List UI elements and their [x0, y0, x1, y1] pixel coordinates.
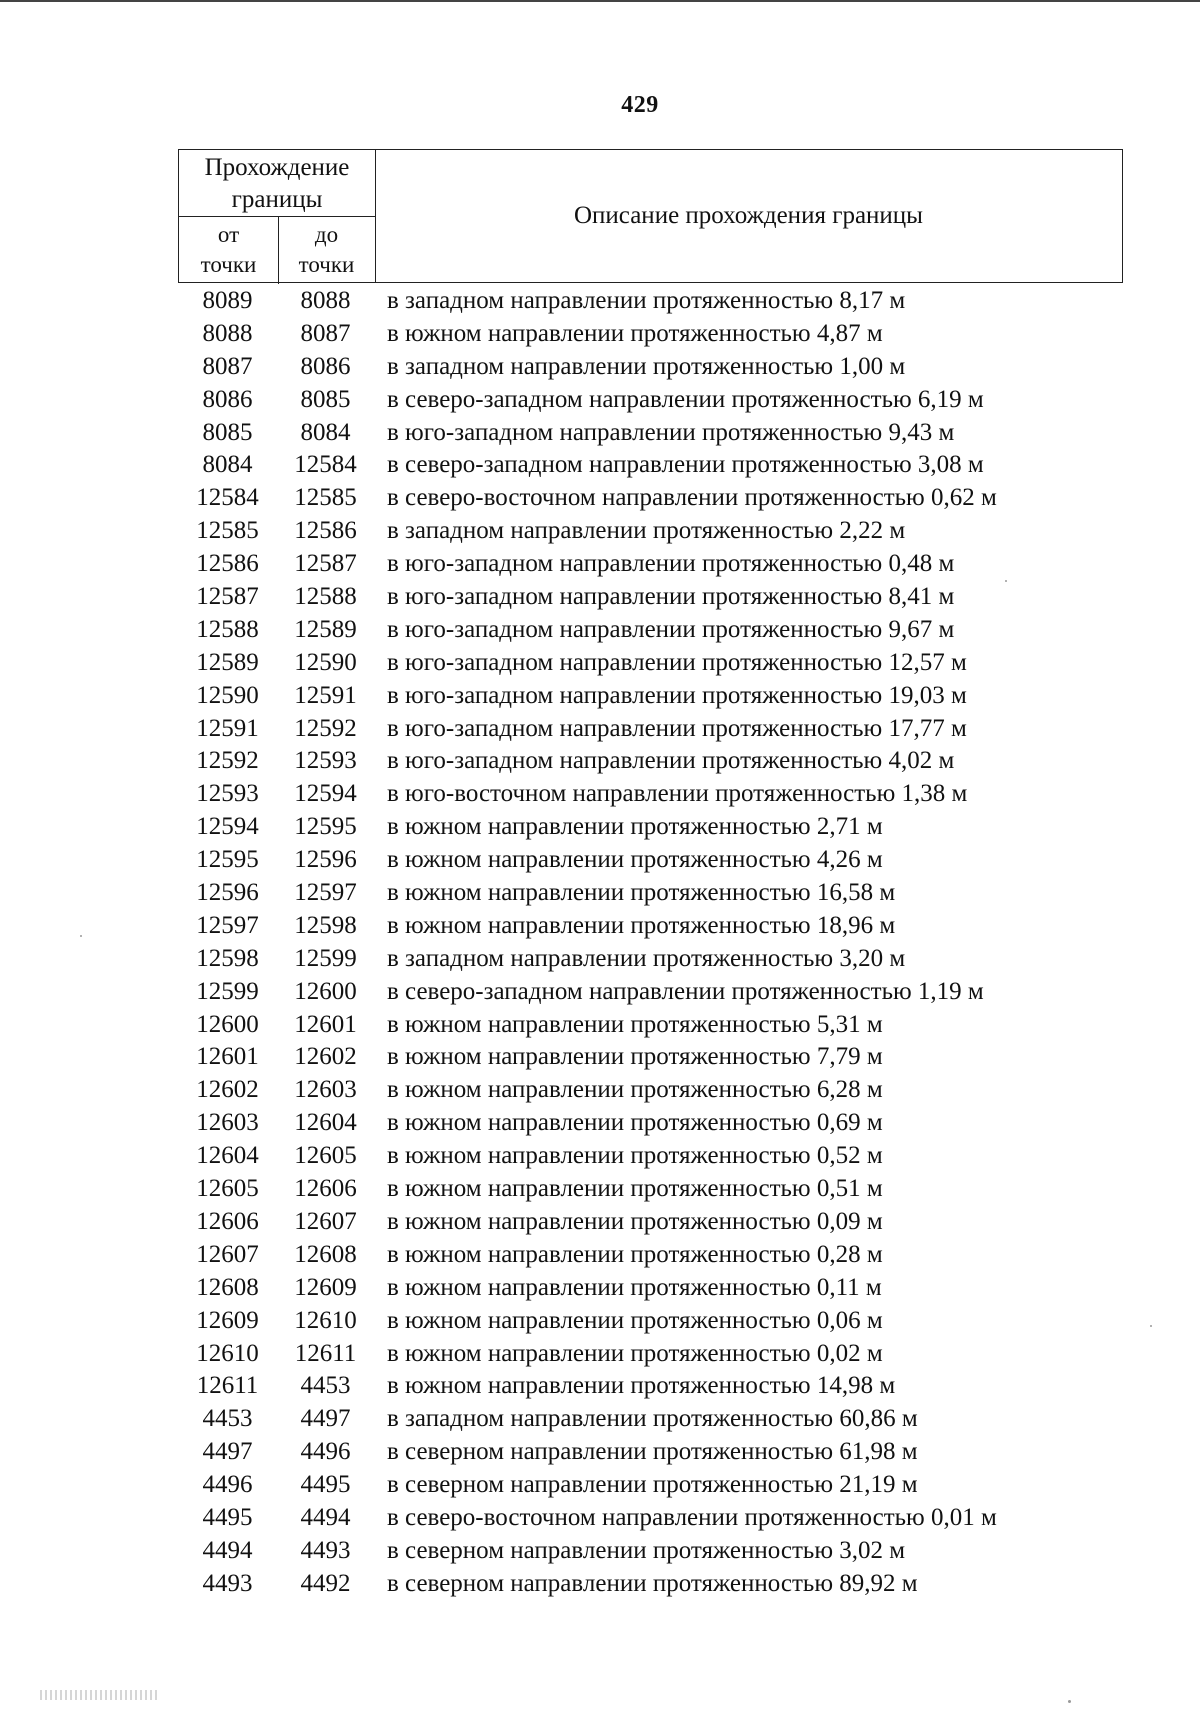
to-point-cell: 12610 — [294, 1306, 357, 1334]
from-point-cell: 12589 — [196, 648, 259, 676]
to-point-cell: 12605 — [294, 1142, 357, 1170]
table-row — [178, 1502, 1178, 1535]
description-cell: в юго-западном направлении протяженностью 12,57 м — [387, 648, 967, 676]
table-row — [178, 1140, 1178, 1173]
description-cell: в южном направлении протяженностью 0,11 м — [387, 1273, 882, 1301]
header-to-line1: до — [314, 222, 339, 247]
from-point-cell: 12602 — [196, 1076, 259, 1104]
from-point-cell: 12588 — [196, 615, 259, 643]
from-point-cell: 12605 — [196, 1175, 259, 1203]
from-point-cell: 12598 — [196, 944, 259, 972]
to-point-cell: 12600 — [294, 977, 357, 1005]
from-point-cell: 12585 — [196, 517, 259, 545]
from-point-cell: 8087 — [202, 352, 253, 380]
header-divider — [179, 216, 375, 217]
from-point-cell: 4493 — [202, 1569, 253, 1597]
from-point-cell: 12594 — [196, 813, 259, 841]
table-row — [178, 1272, 1178, 1305]
table-row — [178, 713, 1178, 746]
table-row — [178, 1436, 1178, 1469]
description-cell: в северо-восточном направлении протяженностью 0,62 м — [387, 484, 997, 512]
table-row — [178, 976, 1178, 1009]
table-row — [178, 1305, 1178, 1338]
to-point-cell: 12595 — [294, 813, 357, 841]
table-row — [178, 1403, 1178, 1436]
to-point-cell: 4496 — [300, 1438, 351, 1466]
description-cell: в южном направлении протяженностью 6,28 м — [387, 1076, 883, 1104]
description-cell: в северо-восточном направлении протяженностью 0,01 м — [387, 1503, 997, 1531]
to-point-cell: 12598 — [294, 911, 357, 939]
from-point-cell: 4494 — [202, 1536, 253, 1564]
table-row — [178, 1206, 1178, 1239]
to-point-cell: 8088 — [300, 287, 351, 314]
description-cell: в северо-западном направлении протяженностью 1,19 м — [387, 977, 984, 1005]
to-point-cell: 4495 — [300, 1471, 351, 1499]
to-point-cell: 12594 — [294, 780, 357, 808]
header-from-line1: от — [217, 222, 240, 247]
table-row — [178, 1338, 1178, 1371]
header-from-line2: точки — [200, 252, 257, 277]
scan-smudge — [40, 1690, 160, 1700]
description-cell: в южном направлении протяженностью 5,31 м — [387, 1010, 883, 1038]
to-point-cell: 12604 — [294, 1109, 357, 1137]
description-cell: в западном направлении протяженностью 3,20 м — [387, 944, 906, 972]
from-point-cell: 8086 — [202, 385, 253, 413]
description-cell: в южном направлении протяженностью 4,26 м — [387, 846, 883, 874]
description-cell: в южном направлении протяженностью 2,71 м — [387, 813, 883, 841]
to-point-cell: 4493 — [300, 1536, 351, 1564]
to-point-cell: 4497 — [300, 1405, 351, 1433]
to-point-cell: 8087 — [300, 319, 351, 347]
to-point-cell: 8084 — [300, 418, 351, 446]
header-description: Описание прохождения границы — [574, 202, 923, 229]
description-cell: в южном направлении протяженностью 16,58 м — [387, 879, 896, 907]
to-point-cell: 12596 — [294, 846, 357, 874]
from-point-cell: 12593 — [196, 780, 259, 808]
description-cell: в южном направлении протяженностью 4,87 м — [387, 319, 883, 347]
description-cell: в южном направлении протяженностью 0,28 м — [387, 1240, 883, 1268]
to-point-cell: 8086 — [300, 352, 351, 380]
to-point-cell: 12589 — [294, 615, 357, 643]
to-point-cell: 12588 — [294, 583, 357, 611]
table-row — [178, 745, 1178, 778]
description-cell: в западном направлении протяженностью 1,00 м — [387, 352, 906, 380]
from-point-cell: 8084 — [202, 451, 253, 479]
description-cell: в юго-западном направлении протяженностью 8,41 м — [387, 583, 955, 611]
description-cell: в южном направлении протяженностью 0,69 м — [387, 1109, 883, 1137]
description-cell: в юго-западном направлении протяженностью 9,43 м — [387, 418, 955, 446]
to-point-cell: 12602 — [294, 1043, 357, 1071]
from-point-cell: 12606 — [196, 1207, 259, 1235]
from-point-cell: 12599 — [196, 977, 259, 1005]
description-cell: в южном направлении протяженностью 18,96 м — [387, 911, 896, 939]
to-point-cell: 12584 — [294, 451, 357, 479]
from-point-cell: 12608 — [196, 1273, 259, 1301]
table-row — [178, 548, 1178, 581]
table-row — [178, 1370, 1178, 1403]
table-row — [178, 1074, 1178, 1107]
from-point-cell: 12595 — [196, 846, 259, 874]
to-point-cell: 12592 — [294, 714, 357, 742]
to-point-cell: 4494 — [300, 1503, 351, 1531]
description-cell: в северном направлении протяженностью 3,02 м — [387, 1536, 906, 1564]
description-cell: в южном направлении протяженностью 0,51 м — [387, 1175, 883, 1203]
table-row — [178, 1568, 1178, 1601]
table-row — [178, 647, 1178, 680]
table-row — [178, 614, 1178, 647]
table-row — [178, 318, 1178, 351]
scan-speck — [80, 935, 82, 937]
table-row — [178, 1041, 1178, 1074]
to-point-cell: 4453 — [300, 1372, 351, 1400]
header-from-point — [179, 220, 278, 280]
to-point-cell: 12608 — [294, 1240, 357, 1268]
table-row — [178, 482, 1178, 515]
header-to-line2: точки — [298, 252, 355, 277]
table-row — [178, 680, 1178, 713]
from-point-cell: 12600 — [196, 1010, 259, 1038]
description-cell: в северном направлении протяженностью 89,92 м — [387, 1569, 918, 1597]
description-cell: в южном направлении протяженностью 7,79 м — [387, 1043, 883, 1071]
description-cell: в юго-западном направлении протяженностью 0,48 м — [387, 550, 955, 578]
to-point-cell: 12593 — [294, 747, 357, 775]
from-point-cell: 12586 — [196, 550, 259, 578]
from-point-cell: 12611 — [196, 1372, 259, 1400]
table-row — [178, 285, 1178, 318]
from-point-cell: 12591 — [196, 714, 259, 742]
to-point-cell: 4492 — [300, 1569, 351, 1597]
scan-speck — [1150, 1325, 1152, 1327]
from-point-cell: 4497 — [202, 1438, 253, 1466]
table-row — [178, 844, 1178, 877]
description-cell: в северо-западном направлении протяженностью 3,08 м — [387, 451, 984, 479]
from-point-cell: 12607 — [196, 1240, 259, 1268]
to-point-cell: 12585 — [294, 484, 357, 512]
table-row — [178, 811, 1178, 844]
table-row — [178, 1535, 1178, 1568]
description-cell: в юго-западном направлении протяженностью 9,67 м — [387, 615, 955, 643]
header-passage-line1: Прохождение — [204, 154, 350, 181]
page-number: 429 — [621, 92, 659, 118]
from-point-cell: 8085 — [202, 418, 253, 446]
description-cell: в южном направлении протяженностью 0,52 м — [387, 1142, 883, 1170]
table-row — [178, 910, 1178, 943]
table-body — [178, 285, 1178, 1601]
table-header — [178, 149, 1123, 283]
page-edge — [0, 0, 1200, 2]
from-point-cell: 12603 — [196, 1109, 259, 1137]
to-point-cell: 12606 — [294, 1175, 357, 1203]
table-row — [178, 1107, 1178, 1140]
table-row — [178, 515, 1178, 548]
to-point-cell: 12607 — [294, 1207, 357, 1235]
header-passage — [179, 152, 375, 216]
to-point-cell: 12599 — [294, 944, 357, 972]
to-point-cell: 12601 — [294, 1010, 357, 1038]
description-cell: в южном направлении протяженностью 0,06 м — [387, 1306, 883, 1334]
from-point-cell: 12610 — [196, 1339, 259, 1367]
table-row — [178, 417, 1178, 450]
from-point-cell: 12590 — [196, 681, 259, 709]
from-point-cell: 12596 — [196, 879, 259, 907]
from-point-cell: 8088 — [202, 319, 253, 347]
table-row — [178, 943, 1178, 976]
description-cell: в южном направлении протяженностью 0,09 м — [387, 1207, 883, 1235]
from-point-cell: 4453 — [202, 1405, 253, 1433]
to-point-cell: 12590 — [294, 648, 357, 676]
to-point-cell: 12587 — [294, 550, 357, 578]
description-cell: в северном направлении протяженностью 21,19 м — [387, 1471, 918, 1499]
table-row — [178, 778, 1178, 811]
description-cell: в западном направлении протяженностью 2,22 м — [387, 517, 906, 545]
to-point-cell: 12591 — [294, 681, 357, 709]
from-point-cell: 12584 — [196, 484, 259, 512]
from-point-cell: 4495 — [202, 1503, 253, 1531]
description-cell: в южном направлении протяженностью 14,98 м — [387, 1372, 896, 1400]
table-row — [178, 1173, 1178, 1206]
description-cell: в юго-западном направлении протяженностью 4,02 м — [387, 747, 955, 775]
table-row — [178, 351, 1178, 384]
description-cell: в юго-западном направлении протяженностью 19,03 м — [387, 681, 967, 709]
description-cell: в юго-западном направлении протяженностью 17,77 м — [387, 714, 967, 742]
to-point-cell: 12603 — [294, 1076, 357, 1104]
from-point-cell: 12597 — [196, 911, 259, 939]
description-cell: в северо-западном направлении протяженностью 6,19 м — [387, 385, 984, 413]
table-row — [178, 384, 1178, 417]
table-row — [178, 581, 1178, 614]
table-row — [178, 449, 1178, 482]
table-row — [178, 1009, 1178, 1042]
table-row — [178, 1239, 1178, 1272]
from-point-cell: 4496 — [202, 1471, 253, 1499]
scan-speck — [1068, 1700, 1071, 1703]
from-point-cell: 12592 — [196, 747, 259, 775]
scan-speck — [1005, 580, 1007, 582]
from-point-cell: 12601 — [196, 1043, 259, 1071]
from-point-cell: 12587 — [196, 583, 259, 611]
from-point-cell: 12604 — [196, 1142, 259, 1170]
description-cell: в южном направлении протяженностью 0,02 м — [387, 1339, 883, 1367]
table-row — [178, 1469, 1178, 1502]
header-to-point — [278, 220, 375, 280]
header-passage-line2: границы — [231, 186, 323, 213]
to-point-cell: 8085 — [300, 385, 351, 413]
to-point-cell: 12597 — [294, 879, 357, 907]
table-row — [178, 877, 1178, 910]
to-point-cell: 12609 — [294, 1273, 357, 1301]
description-cell: в западном направлении протяженностью 60,86 м — [387, 1405, 918, 1433]
to-point-cell: 12586 — [294, 517, 357, 545]
from-point-cell: 12609 — [196, 1306, 259, 1334]
description-cell: в юго-восточном направлении протяженностью 1,38 м — [387, 780, 968, 808]
from-point-cell: 8089 — [202, 287, 253, 314]
description-cell: в западном направлении протяженностью 8,17 м — [387, 287, 906, 314]
description-cell: в северном направлении протяженностью 61,98 м — [387, 1438, 918, 1466]
to-point-cell: 12611 — [294, 1339, 357, 1367]
